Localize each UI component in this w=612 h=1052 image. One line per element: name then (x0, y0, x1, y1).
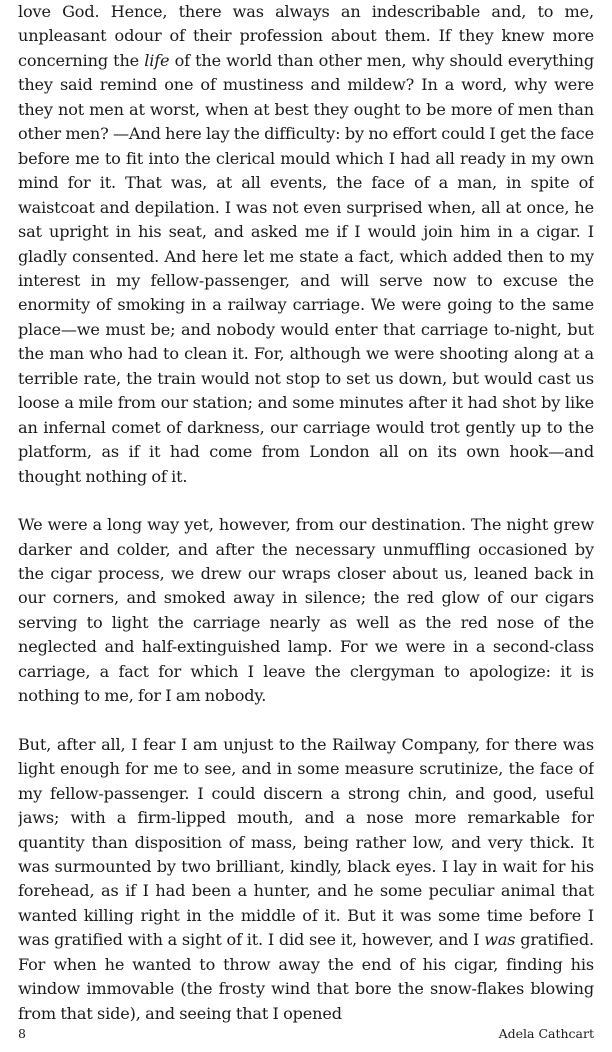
running-title: Adela Cathcart (498, 1026, 594, 1041)
text-run: gratified. For when he wanted to throw away the end of his cigar, finding his window immovable (the frosty wind that bore the snow-flakes blowing from that side), and seeing that I opened (18, 930, 594, 1023)
body-text (18, 0, 594, 1026)
text-run: love God. Hence, there was always an indescribable and, to me, unpleasant odour of their profession about them. If they knew more concerning the (18, 2, 594, 70)
book-page (18, 0, 594, 1052)
italic-text-run: was (484, 930, 516, 950)
italic-text-run: life (144, 50, 170, 70)
paragraph (18, 513, 594, 709)
text-run: But, after all, I fear I am unjust to the Railway Company, for there was light enough for me to see, and in some measure scrutinize, the face of my fellow-passenger. I could discern a strong chin, and good, useful jaws; with a firm-lipped mouth, and a nose more remarkable for quantity than disposition of mass, being rather low, and very thick. It was surmounted by two brilliant, kindly, black eyes. I lay in wait for his forehead, as if I had been a hunter, and he some peculiar animal that wanted killing right in the middle of it. But it was some time before I was gratified with a sight of it. I did see it, however, and I (18, 734, 594, 950)
text-run: of the world than other men, why should everything they said remind one of mustiness and mildew? In a word, why were they not men at worst, when at best they ought to be more of men than other men? —And here lay the difficulty: by no effort could I get the face before me to fit into the clerical mould which I had all ready in my own mind for it. That was, at all events, the face of a man, in spite of waistcoat and depilation. I was not even surprised when, all at once, he sat upright in his seat, and asked me if I would join him in a cigar. I gladly consented. And here let me state a fact, which added then to my interest in my fellow-passenger, and will serve now to excuse the enormity of smoking in a railway carriage. We were going to the same place—we must be; and nobody would enter that carriage to-night, but the man who had to clean it. For, although we were shooting along at a terrible rate, the train would not stop to set us down, but would cast us loose a mile from our station; and some minutes after it had shot by like an infernal comet of darkness, our carriage would trot gently up to the platform, as if it had come from London all on its own hook—and thought nothing of it. (18, 50, 594, 486)
paragraph (18, 0, 594, 489)
page-footer (18, 1024, 594, 1044)
text-run: We were a long way yet, however, from our destination. The night grew darker and colder, and after the necessary unmuffling occasioned by the cigar process, we drew our wraps closer about us, leaned back in our corners, and smoked away in silence; the red glow of our cigars serving to light the carriage nearly as well as the red nose of the neglected and half-extinguished lamp. For we were in a second-class carriage, a fact for which I leave the clergyman to apologize: it is nothing to me, for I am nobody. (18, 515, 594, 706)
paragraph (18, 733, 594, 1026)
page-number: 8 (18, 1026, 26, 1041)
